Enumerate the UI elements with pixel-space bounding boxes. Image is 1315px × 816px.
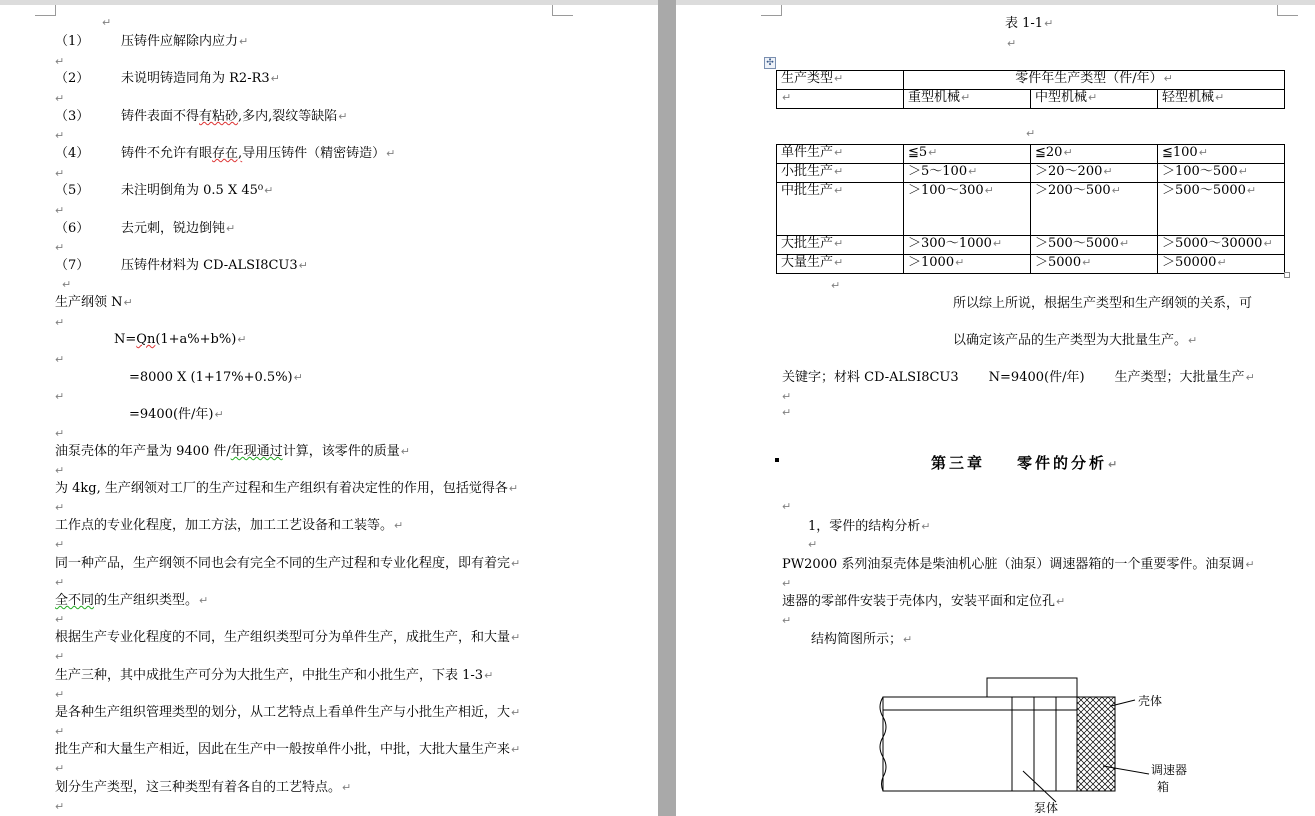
header-table [776, 70, 1285, 109]
list-text: 去元刺，锐边倒钝 [121, 221, 226, 236]
description-line: PW2000 系列油泵壳体是柴油机心脏（油泵）调速器箱的一个重要零件。油泵调↵ [782, 557, 1255, 572]
label-governor-box: 箱 [1157, 780, 1170, 794]
table-cell: ＞300～1000↵ [904, 236, 1031, 255]
empty-paragraph-mark: ↵ [55, 55, 65, 68]
empty-paragraph-mark: ↵ [782, 406, 792, 419]
description-line: 速器的零部件安装于壳体内，安装平面和定位孔↵ [782, 594, 1066, 609]
list-text: 铸件表面不得 [121, 109, 200, 124]
production-volume-label: 生产纲领 N↵ [55, 295, 133, 310]
text: 划分生产类型，这三种类型有着各自的工艺特点。 [55, 780, 342, 795]
document-page-right [676, 0, 1315, 816]
list-text: ,多内,裂纹等缺陷 [238, 109, 338, 124]
empty-paragraph-mark: ↵ [55, 204, 65, 217]
paragraph-line: 是各种生产组织管理类型的划分，从工艺特点上看单件生产与小批生产相近，大↵ [55, 705, 521, 720]
text: 结构简图所示； [811, 632, 903, 647]
cell-text: 轻型机械 [1162, 90, 1215, 105]
pump-body [883, 697, 1077, 791]
header-cell-span: 零件年生产类型（件/年）↵ [904, 71, 1285, 90]
empty-paragraph-mark: ↵ [55, 129, 65, 142]
list-item-1: （1） 压铸件应解除内应力↵ [55, 34, 249, 49]
empty-paragraph-mark: ↵ [55, 688, 65, 701]
empty-paragraph-mark: ↵ [62, 278, 72, 291]
list-item-7: （7） 压铸件材料为 CD-ALSI8CU3↵ [55, 258, 308, 273]
spellcheck-text: 有粘砂 [199, 109, 239, 124]
chapter-title: 零件的分析 [1017, 454, 1108, 472]
header-cell-medium: 中型机械↵ [1031, 90, 1158, 109]
formula-text: =9400(件/年) [129, 407, 214, 422]
table-cell: ＞5～100↵ [904, 164, 1031, 183]
list-bullet [775, 458, 779, 462]
list-text: 压铸件应解除内应力 [121, 34, 239, 49]
table-cell: ＞5000～30000↵ [1158, 236, 1285, 255]
list-number: （5） [55, 183, 90, 198]
cell-text: 零件年生产类型（件/年） [1015, 71, 1163, 86]
table-cell: ＞5000↵ [1031, 255, 1158, 274]
table-cell: 小批生产↵ [777, 164, 904, 183]
text: 为 4kg, 生产纲领对工厂的生产过程和生产组织有着决定性的作用，包括觉得各 [55, 481, 508, 496]
cell-text: 单件生产 [781, 145, 834, 160]
formula-text: (1+a%+b%) [155, 332, 237, 347]
text: 油泵壳体的年产量为 9400 件/ [55, 444, 231, 459]
table-cell: 单件生产↵ [777, 145, 904, 164]
text: 是各种生产组织管理类型的划分，从工艺特点上看单件生产与小批生产相近，大 [55, 705, 511, 720]
empty-paragraph-mark: ↵ [55, 576, 65, 589]
empty-paragraph-mark: ↵ [55, 390, 65, 403]
list-item-4: （4） 铸件不允许有眼存在,导用压铸件（精密铸造）↵ [55, 146, 396, 161]
list-number: （6） [55, 221, 90, 236]
header-cell-heavy: 重型机械↵ [904, 90, 1031, 109]
table-cell: ＞50000↵ [1158, 255, 1285, 274]
empty-paragraph-mark: ↵ [55, 167, 65, 180]
cell-text: ＞5～100 [908, 164, 968, 179]
cell-text: ≦5 [908, 145, 928, 160]
list-text: 未说明铸造同角为 R2-R3 [121, 71, 270, 86]
empty-paragraph-mark: ↵ [55, 427, 65, 440]
production-type-table [776, 144, 1285, 274]
empty-paragraph-mark: ↵ [55, 762, 65, 775]
formula-line-1: N=Qn(1+a%+b%)↵ [114, 332, 247, 347]
table-cell: 大量生产↵ [777, 255, 904, 274]
label-shell: 壳体 [1138, 694, 1163, 708]
shell-hatched [1077, 697, 1115, 791]
cell-text: 大量生产 [781, 255, 834, 270]
text: PW2000 系列油泵壳体是柴油机心脏（油泵）调速器箱的一个重要零件。油泵调 [782, 557, 1245, 572]
leader-pump [1023, 771, 1056, 802]
conclusion-line: 以确定该产品的生产类型为大批量生产。↵ [953, 333, 1198, 348]
empty-paragraph-mark: ↵ [55, 464, 65, 477]
cell-text: ＞1000 [908, 255, 955, 270]
top-block [987, 678, 1077, 697]
grammar-check-text: 年现通过 [230, 444, 283, 459]
list-item-6: （6） 去元刺，锐边倒钝↵ [55, 221, 236, 236]
table-caption: 表 1-1↵ [1005, 16, 1054, 31]
chapter-heading: 第三章 零件的分析↵ [931, 454, 1121, 472]
list-text: 未注明倒角为 0.5 X 45⁰ [121, 183, 264, 198]
cell-text: 生产类型 [781, 71, 834, 86]
structure-diagram [871, 670, 1251, 816]
spellcheck-text: 存在, [212, 146, 243, 161]
cell-text: ＞500～5000 [1162, 183, 1246, 198]
paragraph-line: 为 4kg, 生产纲领对工厂的生产过程和生产组织有着决定性的作用，包括觉得各↵ [55, 481, 519, 496]
text: 生产类型；大批量生产 [1114, 370, 1245, 385]
text: 所以综上所说，根据生产类型和生产纲领的关系，可 [953, 296, 1253, 311]
empty-paragraph-mark: ↵ [55, 92, 65, 105]
grammar-check-text: 全不同 [55, 593, 95, 608]
list-item-3: （3） 铸件表面不得有粘砂,多内,裂纹等缺陷↵ [55, 109, 348, 124]
empty-paragraph-mark: ↵ [102, 16, 112, 29]
table-move-handle-icon[interactable]: ✣ [764, 57, 776, 69]
paragraph-line: 同一种产品，生产纲领不同也会有完全不同的生产过程和专业化程度，即有着完↵ [55, 556, 521, 571]
table-cell: ≦100↵ [1158, 145, 1285, 164]
empty-paragraph-mark: ↵ [831, 279, 841, 292]
table-cell: ＞100～500↵ [1158, 164, 1285, 183]
list-number: （2） [55, 71, 90, 86]
cell-text: 大批生产 [781, 236, 834, 251]
text: 批生产和大量生产相近，因此在生产中一般按单件小批，中批，大批大量生产来 [55, 742, 511, 757]
formula-text: N= [114, 332, 137, 347]
table-row [777, 183, 1285, 236]
list-number: （4） [55, 146, 90, 161]
empty-paragraph-mark: ↵ [55, 725, 65, 738]
empty-paragraph-mark: ↵ [55, 316, 65, 329]
empty-paragraph-mark: ↵ [782, 500, 792, 513]
text: 计算，该零件的质量 [282, 444, 400, 459]
list-text: 铸件不允许有眼 [121, 146, 213, 161]
paragraph-line: 根据生产专业化程度的不同，生产组织类型可分为单件生产，成批生产，和大量↵ [55, 630, 521, 645]
table-cell: ＞500～5000↵ [1031, 236, 1158, 255]
formula-text: =8000 X (1+17%+0.5%) [129, 370, 293, 385]
list-number: （1） [55, 34, 90, 49]
header-cell-type: 生产类型↵ [777, 71, 904, 90]
paragraph-line: 全不同的生产组织类型。↵ [55, 593, 209, 608]
section-heading: 1，零件的结构分析↵ [808, 519, 931, 534]
empty-paragraph-mark: ↵ [55, 800, 65, 813]
label-governor-box: 调速器 [1151, 763, 1188, 777]
caption-text: 表 1-1 [1005, 16, 1044, 31]
list-number: （7） [55, 258, 90, 273]
list-item-5: （5） 未注明倒角为 0.5 X 45⁰↵ [55, 183, 274, 198]
conclusion-line [953, 296, 1252, 312]
spellcheck-text: Qn [136, 332, 156, 347]
cell-text: ＞200～500 [1035, 183, 1111, 198]
cell-text: ＞5000～30000 [1162, 236, 1263, 251]
cell-text: ＞50000 [1162, 255, 1217, 270]
table-row [777, 236, 1285, 255]
list-item-2: （2） 未说明铸造同角为 R2-R3↵ [55, 71, 280, 86]
header-cell-empty: ↵ [777, 90, 904, 109]
crop-mark [552, 5, 573, 16]
empty-paragraph-mark: ↵ [808, 538, 818, 551]
cell-text: ＞20～200 [1035, 164, 1103, 179]
empty-paragraph-mark: ↵ [55, 501, 65, 514]
cell-text: ＞100～500 [1162, 164, 1238, 179]
table-cell: ≦20↵ [1031, 145, 1158, 164]
text: 以确定该产品的生产类型为大批量生产。 [953, 333, 1188, 348]
header-cell-light: 轻型机械↵ [1158, 90, 1285, 109]
empty-paragraph-mark: ↵ [1007, 37, 1017, 50]
text: 生产三种，其中成批生产可分为大批生产，中批生产和小批生产，下表 1-3 [55, 668, 484, 683]
empty-paragraph-mark: ↵ [782, 577, 792, 590]
text: 根据生产专业化程度的不同，生产组织类型可分为单件生产，成批生产，和大量 [55, 630, 511, 645]
paragraph-line: 划分生产类型，这三种类型有着各自的工艺特点。↵ [55, 780, 352, 795]
empty-paragraph-mark: ↵ [55, 353, 65, 366]
table-row [777, 145, 1285, 164]
paragraph-line: 油泵壳体的年产量为 9400 件/年现通过计算，该零件的质量↵ [55, 444, 410, 459]
table-cell: ≦5↵ [904, 145, 1031, 164]
table-row [777, 255, 1285, 274]
cell-text: ＞300～1000 [908, 236, 992, 251]
formula-line-2: =8000 X (1+17%+0.5%)↵ [129, 370, 303, 385]
cell-text: 中型机械 [1035, 90, 1088, 105]
table-cell: ＞200～500↵ [1031, 183, 1158, 236]
empty-paragraph-mark: ↵ [55, 538, 65, 551]
crop-mark [761, 5, 782, 16]
cell-text: ＞100～300 [908, 183, 984, 198]
table-cell: 中批生产↵ [777, 183, 904, 236]
cell-text: 重型机械 [908, 90, 961, 105]
table-cell: ＞100～300↵ [904, 183, 1031, 236]
table-cell: 大批生产↵ [777, 236, 904, 255]
cell-text: 小批生产 [781, 164, 834, 179]
text: 1，零件的结构分析 [808, 519, 921, 534]
text: 工作点的专业化程度，加工方法，加工工艺设备和工装等。 [55, 518, 394, 533]
empty-paragraph-mark: ↵ [55, 650, 65, 663]
cell-text: ＞5000 [1035, 255, 1082, 270]
table-resize-handle[interactable] [1284, 272, 1290, 278]
list-text: 导用压铸件（精密铸造） [242, 146, 386, 161]
text: 的生产组织类型。 [94, 593, 199, 608]
list-number: （3） [55, 109, 90, 124]
paragraph-line: 工作点的专业化程度，加工方法，加工工艺设备和工装等。↵ [55, 518, 404, 533]
text: 关键字；材料 CD-ALSI8CU3 [782, 370, 959, 385]
text: N=9400(件/年) [988, 370, 1085, 385]
description-line: 结构简图所示；↵ [811, 632, 913, 647]
list-text: 压铸件材料为 CD-ALSI8CU3 [121, 258, 298, 273]
empty-paragraph-mark: ↵ [782, 614, 792, 627]
crop-mark [35, 5, 56, 16]
table-cell: ＞20～200↵ [1031, 164, 1158, 183]
empty-paragraph-mark: ↵ [55, 613, 65, 626]
table-cell: ＞1000↵ [904, 255, 1031, 274]
cell-text: ≦100 [1162, 145, 1198, 160]
chapter-number: 第三章 [931, 454, 986, 472]
empty-paragraph-mark: ↵ [55, 241, 65, 254]
keywords-line: 关键字；材料 CD-ALSI8CU3 N=9400(件/年) 生产类型；大批量生产↵ [782, 370, 1255, 385]
table-cell: ＞500～5000↵ [1158, 183, 1285, 236]
paragraph-line: 生产三种，其中成批生产可分为大批生产，中批生产和小批生产，下表 1-3↵ [55, 668, 494, 683]
text: 同一种产品，生产纲领不同也会有完全不同的生产过程和专业化程度，即有着完 [55, 556, 511, 571]
text: 速器的零部件安装于壳体内，安装平面和定位孔 [782, 594, 1056, 609]
crop-mark [1277, 5, 1298, 16]
label-text: 生产纲领 N [55, 295, 123, 310]
paragraph-line: 批生产和大量生产相近，因此在生产中一般按单件小批，中批，大批大量生产来↵ [55, 742, 521, 757]
cell-text: 中批生产 [781, 183, 834, 198]
cell-text: ≦20 [1035, 145, 1063, 160]
table-row [777, 164, 1285, 183]
empty-paragraph-mark: ↵ [782, 390, 792, 403]
empty-paragraph-mark: ↵ [1026, 127, 1036, 140]
cell-text: ＞500～5000 [1035, 236, 1119, 251]
formula-line-3: =9400(件/年)↵ [129, 407, 224, 422]
label-pump: 泵体 [1034, 801, 1059, 815]
